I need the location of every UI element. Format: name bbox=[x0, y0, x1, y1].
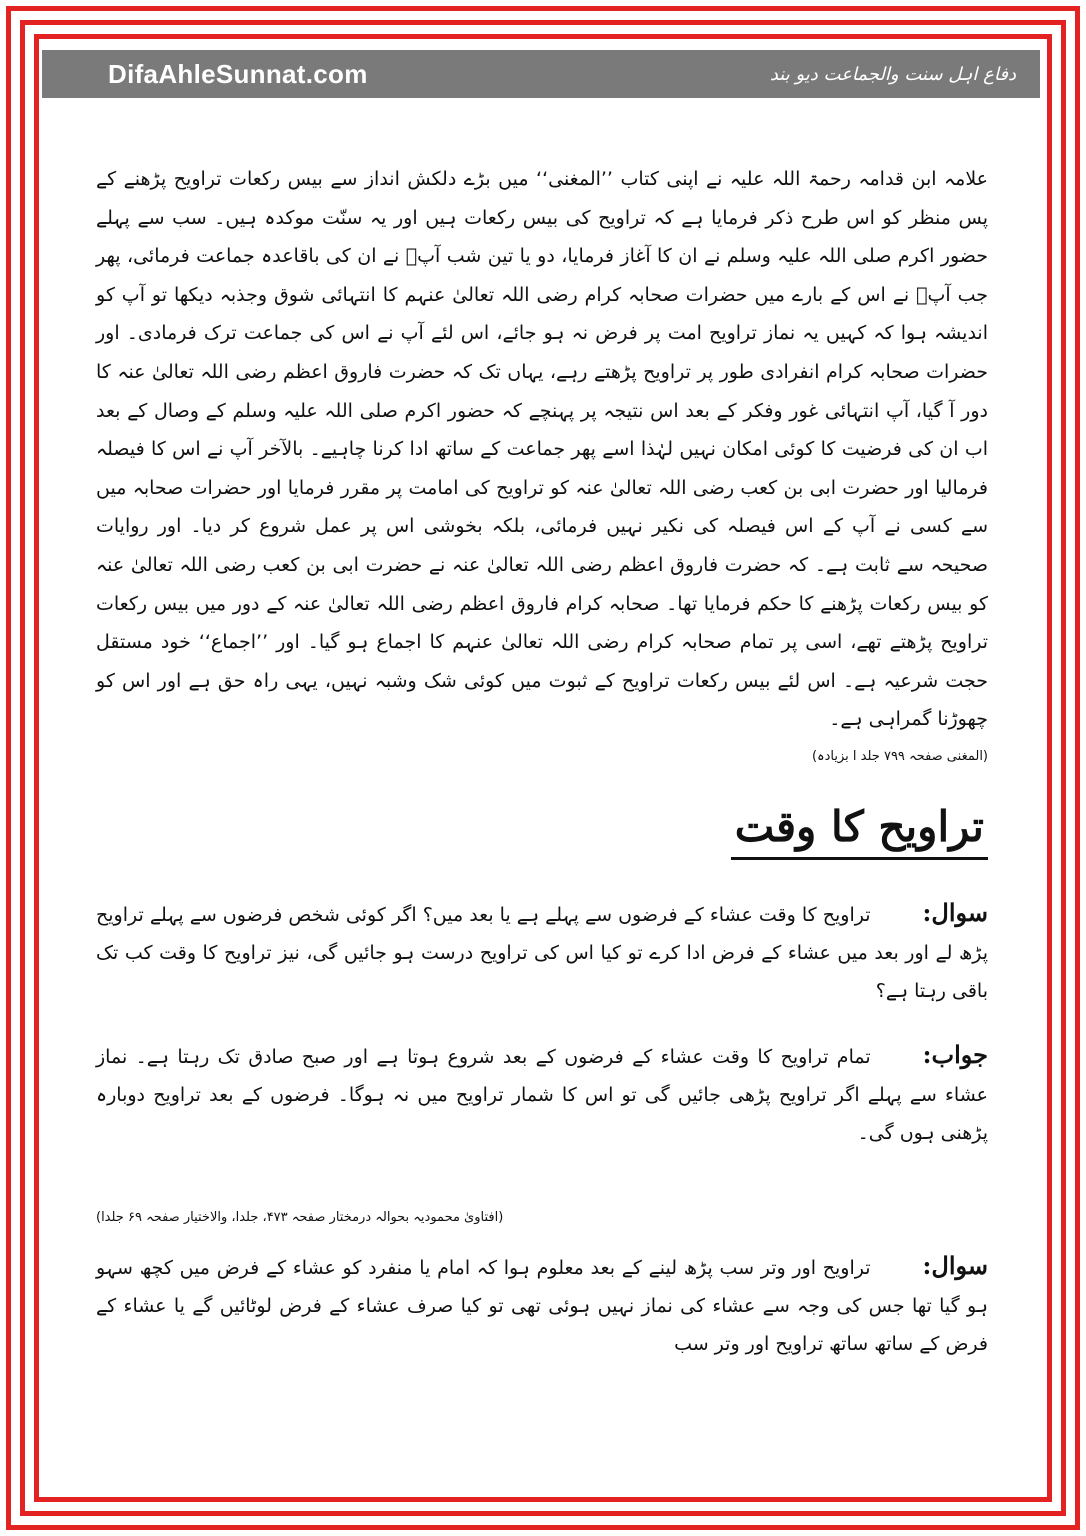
series-title: دفاع اہل سنت والجماعت دیو بند bbox=[769, 63, 1016, 85]
page-content bbox=[96, 160, 988, 1363]
question-1 bbox=[96, 894, 988, 1010]
question-1-label: سوال: bbox=[922, 897, 988, 927]
intro-paragraph: علامہ ابن قدامہ رحمۃ اللہ علیہ نے اپنی کتاب ’’المغنی‘‘ میں بڑے دلکش انداز سے بیس رکعات تراویح پڑھنے کے پس منظر کو اس طرح ذکر فرمایا ہے کہ تراویح کی بیس رکعات ہیں اور یہ سنّت موکدہ ہیں۔ سب سے پہلے حضور اکرم صلی اللہ علیہ وسلم نے ان کا آغاز فرمایا، دو یا تین شب آپؐ نے ان کی باقاعدہ جماعت فرمائی، پھر جب آپؐ نے اس کے بارے میں حضرات صحابہ کرام رضی اللہ تعالیٰ عنہم کا انتہائی شوق وجذبہ دیکھا تو آپ کو اندیشہ ہوا کہ کہیں یہ نماز تراویح امت پر فرض نہ ہو جائے، اس لئے آپ نے اس کی جماعت ترک فرمادی۔ اور حضرات صحابہ کرام انفرادی طور پر تراویح پڑھتے رہے، یہاں تک کہ حضرت فاروق اعظم رضی اللہ تعالیٰ عنہ کا دور آ گیا، آپ انتہائی غور وفکر کے بعد اس نتیجہ پر پہنچے کہ حضور اکرم صلی اللہ علیہ وسلم کے وصال کے بعد اب ان کی فرضیت کا کوئی امکان نہیں لہٰذا اسے پھر جماعت کے ساتھ ادا کرنا چاہیے۔ بالآخر آپ نے اس کا فیصلہ فرمالیا اور حضرت ابی بن کعب رضی اللہ تعالیٰ عنہ کو تراویح کی امامت پر مقرر فرمایا اور حضرات صحابہ میں سے کسی نے آپ کے اس فیصلہ کی نکیر نہیں فرمائی، بلکہ بخوشی اس پر عمل شروع کر دیا۔ اور روایات صحیحہ سے ثابت ہے۔ کہ حضرت فاروق اعظم رضی اللہ تعالیٰ عنہ نے حضرت ابی بن کعب رضی اللہ تعالیٰ عنہ کو بیس رکعات پڑھنے کا حکم فرمایا تھا۔ صحابہ کرام فاروق اعظم رضی اللہ تعالیٰ عنہ کے دور میں بیس رکعات تراویح پڑھتے تھے، اسی پر تمام صحابہ کرام رضی اللہ تعالیٰ عنہم کا اجماع ہو گیا۔ اور ’’اجماع‘‘ خود مستقل حجت شرعیہ ہے۔ اس لئے بیس رکعات تراویح کے ثبوت میں کوئی شک وشبہ نہیں، یہی راہ حق ہے اور اس کو چھوڑنا گمراہی ہے۔ bbox=[96, 168, 988, 731]
answer-1-text: تمام تراویح کا وقت عشاء کے فرضوں کے بعد شروع ہوتا ہے اور صبح صادق تک رہتا ہے۔ نماز عشاء سے پہلے اگر تراویح پڑھی جائیں گی تو اس کا شمار تراویح میں نہ ہوگا۔ فرضوں کے بعد تراویح دوبارہ پڑھنی ہوں گی۔ bbox=[96, 1045, 988, 1144]
question-1-text: تراویح کا وقت عشاء کے فرضوں سے پہلے ہے یا بعد میں؟ اگر کوئی شخص فرضوں سے پہلے تراویح پڑھ لے اور بعد میں عشاء کے فرض ادا کرے تو کیا اس کی تراویح درست ہو جائیں گی، نیز تراویح کا وقت کب تک باقی رہتا ہے؟ bbox=[96, 903, 988, 1002]
answer-1-label: جواب: bbox=[922, 1039, 988, 1069]
question-2-label: سوال: bbox=[922, 1250, 988, 1280]
site-name: DifaAhleSunnat.com bbox=[108, 58, 368, 89]
answer-1 bbox=[96, 1036, 988, 1152]
question-2-text: تراویح اور وتر سب پڑھ لینے کے بعد معلوم ہوا کہ امام یا منفرد کو عشاء کے فرض میں کچھ سہو ہو گیا تھا جس کی وجہ سے عشاء کی نماز نہیں ہوئی تھی تو کیا صرف عشاء کے فرض لوٹائیں گے یا عشاء کے فرض کے ساتھ ساتھ تراویح اور وتر سب bbox=[96, 1256, 988, 1355]
section-heading: تراویح کا وقت bbox=[731, 802, 988, 860]
intro-reference: (المغنی صفحہ ۷۹۹ جلد ا بزیادہ) bbox=[811, 748, 988, 764]
page-header bbox=[42, 50, 1040, 98]
answer-1-reference: (افتاویٰ محمودیہ بحوالہ درمختار صفحہ ۴۷۳، جلدا، والاختیار صفحہ ۶۹ جلدا) bbox=[96, 1209, 504, 1225]
section-heading-wrap bbox=[96, 802, 988, 860]
question-2 bbox=[96, 1247, 988, 1363]
